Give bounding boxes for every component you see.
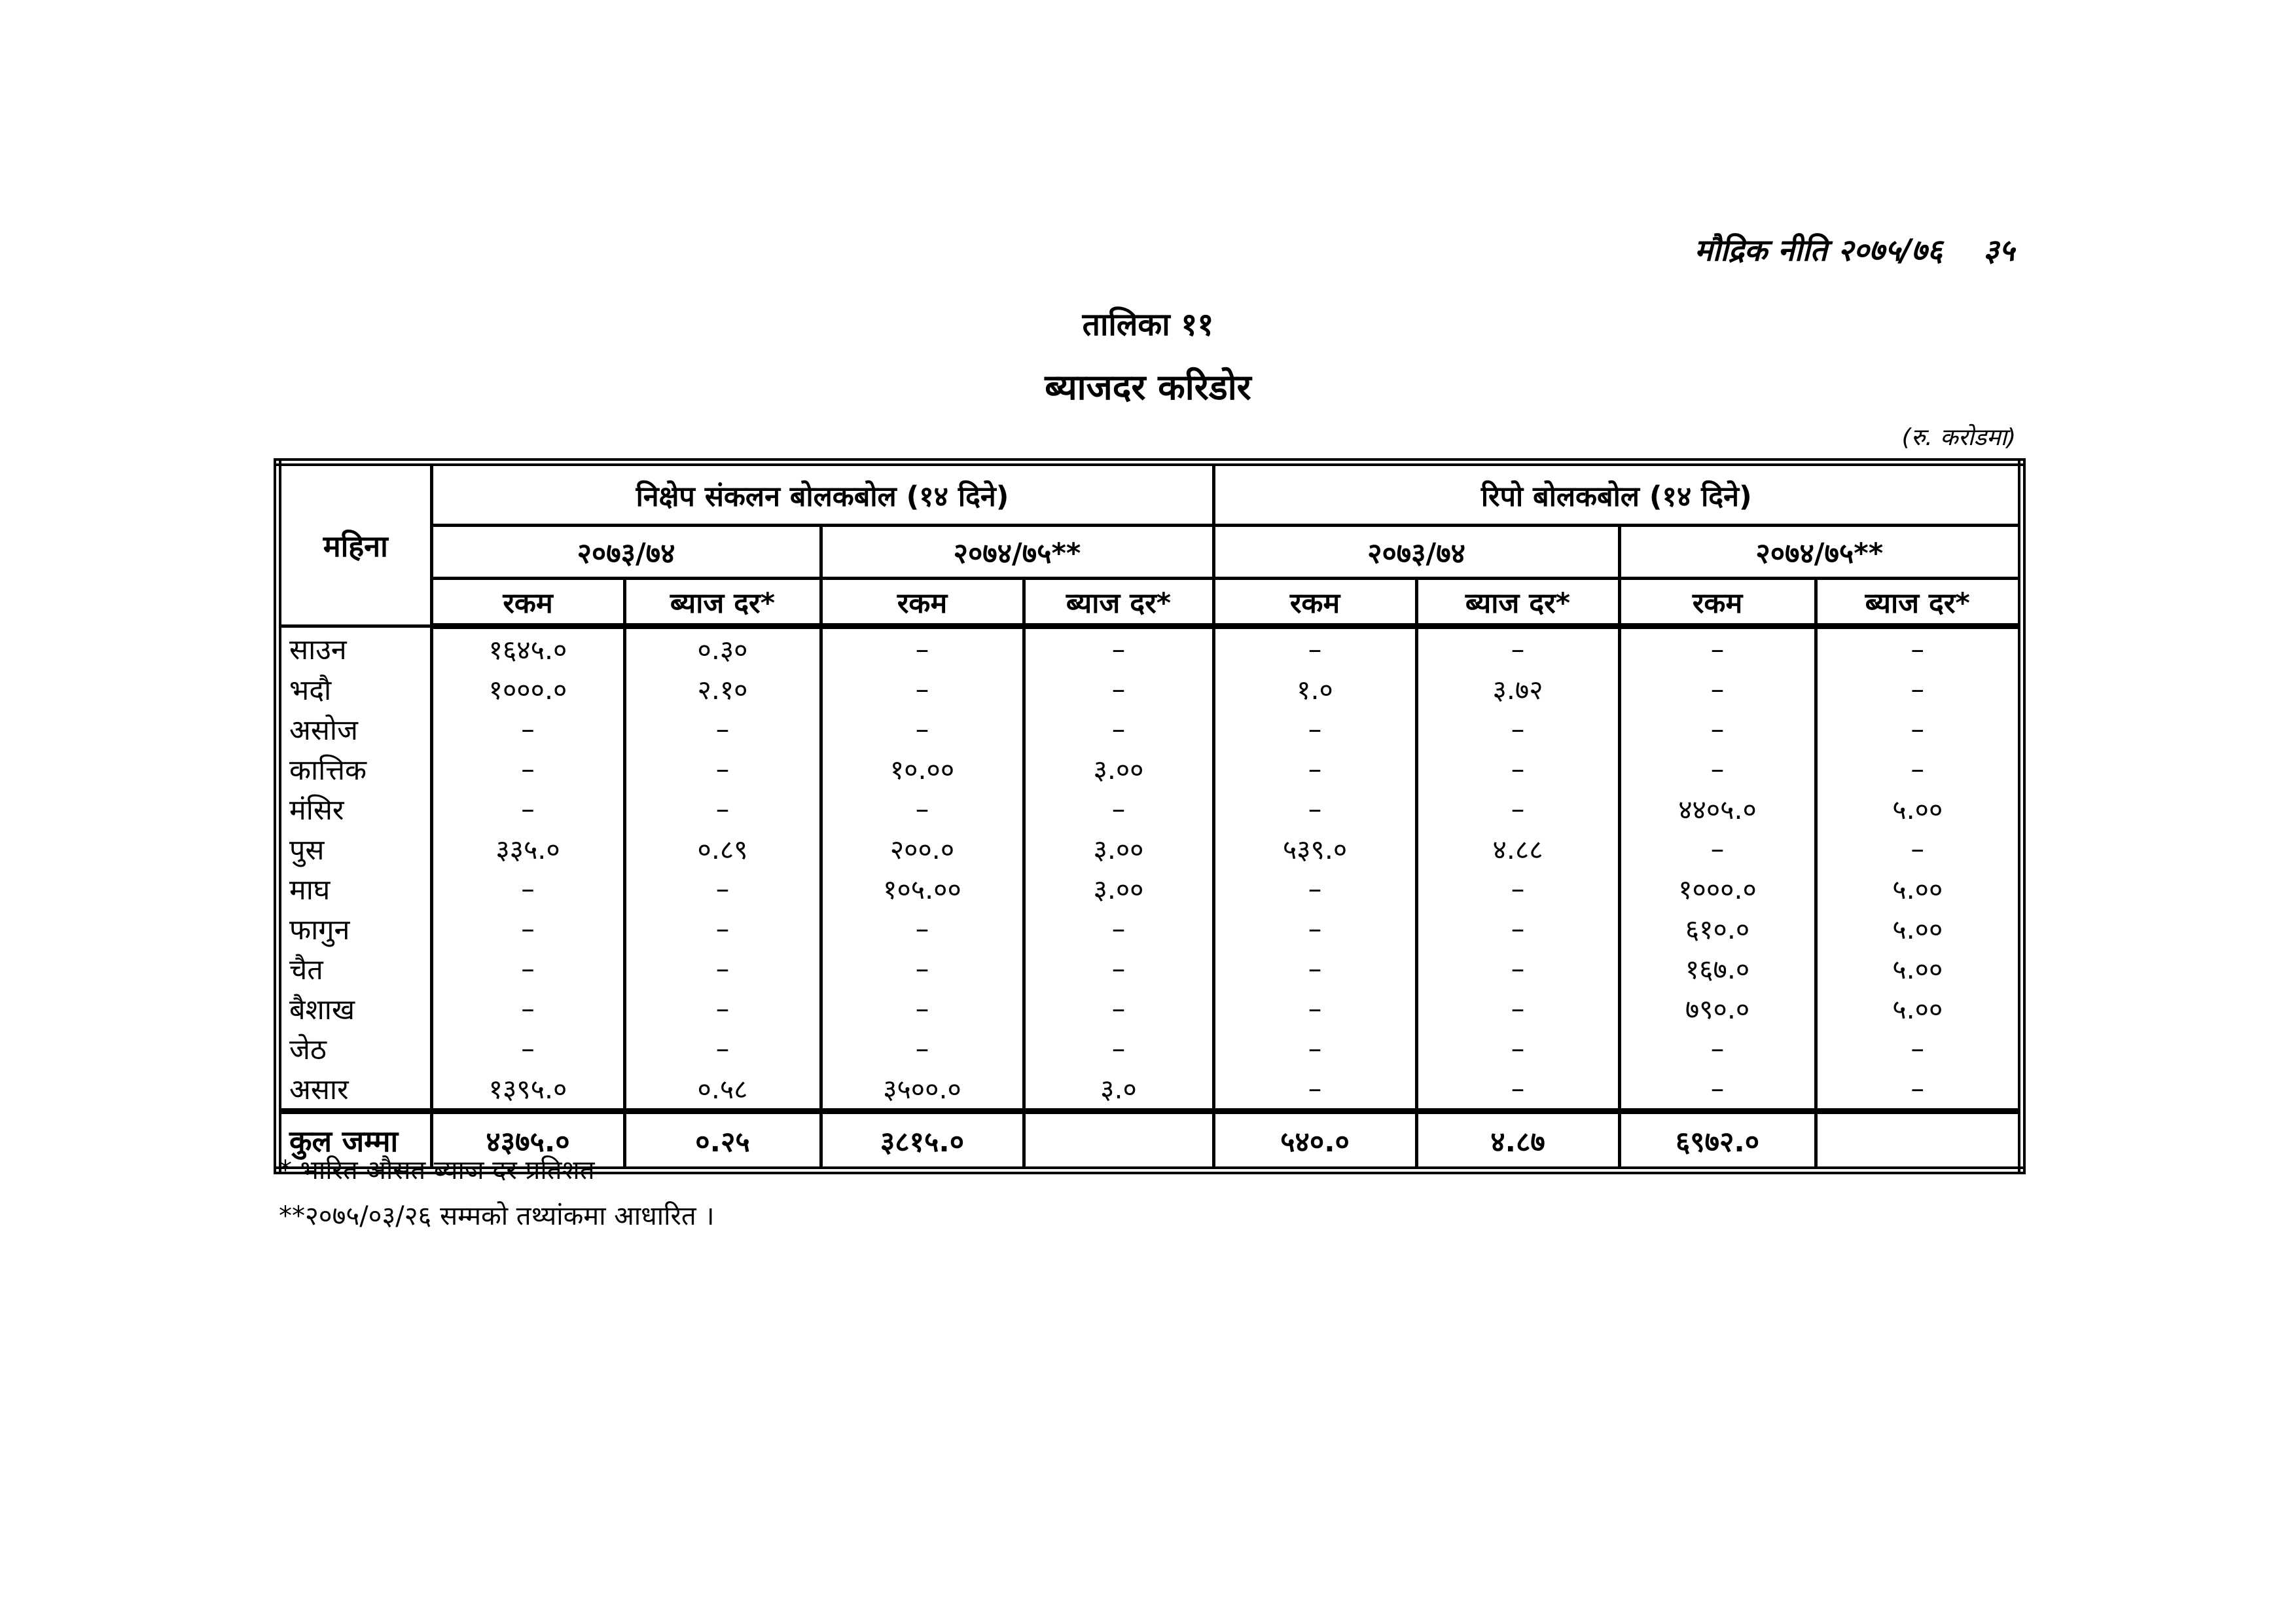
month-cell: असार — [278, 1068, 431, 1111]
table-row — [278, 709, 2022, 749]
value-cell: ३३५.० — [431, 829, 624, 869]
value-cell: – — [821, 948, 1024, 988]
sub-header-amount-1: रकम — [431, 579, 624, 626]
sub-header-rate-4: ब्याज दर* — [1816, 579, 2022, 626]
value-cell: ७९०.० — [1619, 988, 1816, 1028]
value-cell: – — [1416, 988, 1619, 1028]
group-header-deposit-collection: निक्षेप संकलन बोलकबोल (१४ दिने) — [431, 462, 1213, 526]
month-cell: बैशाख — [278, 988, 431, 1028]
sub-header-rate-2: ब्याज दर* — [1024, 579, 1213, 626]
value-cell: – — [1416, 869, 1619, 909]
table-row — [278, 948, 2022, 988]
value-cell: – — [1213, 749, 1416, 789]
month-cell: चैत — [278, 948, 431, 988]
total-value-cell: ५४०.० — [1213, 1111, 1416, 1171]
total-value-cell — [1024, 1111, 1213, 1171]
value-cell: – — [1213, 909, 1416, 948]
value-cell: १६४५.० — [431, 626, 624, 670]
value-cell: – — [1816, 1068, 2022, 1111]
value-cell: – — [1816, 829, 2022, 869]
month-column-header: महिना — [278, 462, 431, 626]
value-cell: २००.० — [821, 829, 1024, 869]
value-cell: ४.८८ — [1416, 829, 1619, 869]
value-cell: – — [1816, 626, 2022, 670]
value-cell: – — [1024, 1028, 1213, 1068]
table-row — [278, 829, 2022, 869]
value-cell: – — [1416, 789, 1619, 829]
value-cell: ३.०० — [1024, 829, 1213, 869]
value-cell: – — [1024, 709, 1213, 749]
unit-note: (रु. करोडमा) — [1901, 424, 2016, 451]
value-cell: – — [624, 909, 821, 948]
value-cell: ५.०० — [1816, 869, 2022, 909]
month-cell: माघ — [278, 869, 431, 909]
value-cell: – — [1416, 1068, 1619, 1111]
year-header-deposit-2073-74: २०७३/७४ — [431, 526, 821, 579]
month-cell: मंसिर — [278, 789, 431, 829]
value-cell: ५.०० — [1816, 988, 2022, 1028]
value-cell: – — [624, 709, 821, 749]
group-header-repo: रिपो बोलकबोल (१४ दिने) — [1213, 462, 2022, 526]
value-cell: १३९५.० — [431, 1068, 624, 1111]
value-cell: ३.७२ — [1416, 669, 1619, 709]
value-cell: – — [624, 789, 821, 829]
value-cell: – — [431, 1028, 624, 1068]
value-cell: – — [431, 789, 624, 829]
value-cell: – — [1619, 749, 1816, 789]
page-number: ३५ — [1983, 232, 2015, 268]
table-row — [278, 789, 2022, 829]
total-label: कुल जम्मा — [278, 1111, 431, 1171]
value-cell: ३.० — [1024, 1068, 1213, 1111]
value-cell: – — [1416, 709, 1619, 749]
value-cell: – — [624, 988, 821, 1028]
value-cell: – — [624, 948, 821, 988]
value-cell: – — [1024, 789, 1213, 829]
value-cell: – — [821, 988, 1024, 1028]
value-cell: – — [624, 1028, 821, 1068]
value-cell: – — [1024, 909, 1213, 948]
month-cell: फागुन — [278, 909, 431, 948]
value-cell: ५३९.० — [1213, 829, 1416, 869]
value-cell: – — [431, 709, 624, 749]
value-cell: ५.०० — [1816, 789, 2022, 829]
value-cell: – — [1619, 669, 1816, 709]
value-cell: – — [821, 1028, 1024, 1068]
value-cell: – — [821, 789, 1024, 829]
value-cell: – — [1213, 626, 1416, 670]
value-cell: – — [624, 749, 821, 789]
value-cell: १०५.०० — [821, 869, 1024, 909]
value-cell: – — [1416, 909, 1619, 948]
page-header — [1695, 229, 2015, 270]
footnote-data-cutoff: **२०७५/०३/२६ सम्मको तथ्यांकमा आधारित । — [279, 1201, 715, 1231]
month-cell: साउन — [278, 626, 431, 670]
table-body — [278, 626, 2022, 1171]
value-cell: – — [821, 909, 1024, 948]
value-cell: – — [821, 626, 1024, 670]
page-header-text: मौद्रिक नीति २०७५/७६ — [1695, 232, 1943, 268]
value-cell: – — [1213, 988, 1416, 1028]
year-header-repo-2073-74: २०७३/७४ — [1213, 526, 1619, 579]
table-row — [278, 749, 2022, 789]
sub-header-amount-2: रकम — [821, 579, 1024, 626]
total-value-cell — [1816, 1111, 2022, 1171]
table-row — [278, 909, 2022, 948]
sub-header-rate-3: ब्याज दर* — [1416, 579, 1619, 626]
value-cell: १.० — [1213, 669, 1416, 709]
value-cell: २.१० — [624, 669, 821, 709]
total-value-cell: ४.८७ — [1416, 1111, 1619, 1171]
month-cell: पुस — [278, 829, 431, 869]
value-cell: ६१०.० — [1619, 909, 1816, 948]
table-caption-title: ब्याजदर करिडोर — [1045, 367, 1251, 408]
value-cell: ४४०५.० — [1619, 789, 1816, 829]
table-row — [278, 669, 2022, 709]
value-cell: ३५००.० — [821, 1068, 1024, 1111]
month-cell: कात्तिक — [278, 749, 431, 789]
value-cell: – — [1619, 1068, 1816, 1111]
value-cell: – — [1619, 1028, 1816, 1068]
total-value-cell: ६९७२.० — [1619, 1111, 1816, 1171]
value-cell: – — [1416, 626, 1619, 670]
value-cell: – — [1816, 749, 2022, 789]
value-cell: – — [431, 948, 624, 988]
value-cell: – — [1619, 626, 1816, 670]
month-cell: भदौ — [278, 669, 431, 709]
table-row — [278, 626, 2022, 670]
month-cell: असोज — [278, 709, 431, 749]
value-cell: ५.०० — [1816, 909, 2022, 948]
value-cell: १०००.० — [1619, 869, 1816, 909]
value-cell: – — [1024, 988, 1213, 1028]
total-value-cell: ३८१५.० — [821, 1111, 1024, 1171]
value-cell: – — [1213, 789, 1416, 829]
value-cell: – — [1816, 1028, 2022, 1068]
value-cell: – — [1213, 709, 1416, 749]
value-cell: – — [1024, 626, 1213, 670]
year-header-deposit-2074-75: २०७४/७५** — [821, 526, 1213, 579]
total-value-cell: ४३७५.० — [431, 1111, 624, 1171]
value-cell: – — [1024, 948, 1213, 988]
table-row — [278, 1068, 2022, 1111]
value-cell: १०००.० — [431, 669, 624, 709]
table-row — [278, 988, 2022, 1028]
value-cell: – — [1416, 948, 1619, 988]
interest-rate-corridor-table — [274, 458, 2026, 1174]
table-row — [278, 869, 2022, 909]
sub-header-amount-4: रकम — [1619, 579, 1816, 626]
value-cell: – — [624, 869, 821, 909]
value-cell: १६७.० — [1619, 948, 1816, 988]
value-cell: ०.३० — [624, 626, 821, 670]
value-cell: – — [1416, 1028, 1619, 1068]
footnote-weighted-average: * भारित औसत ब्याज दर प्रतिशत — [279, 1155, 595, 1185]
value-cell: – — [1213, 869, 1416, 909]
table-caption-number: तालिका ११ — [1082, 306, 1214, 343]
value-cell: ३.०० — [1024, 749, 1213, 789]
value-cell: ०.८९ — [624, 829, 821, 869]
value-cell: – — [1024, 669, 1213, 709]
value-cell: १०.०० — [821, 749, 1024, 789]
sub-header-amount-3: रकम — [1213, 579, 1416, 626]
table-row — [278, 1028, 2022, 1068]
value-cell: ३.०० — [1024, 869, 1213, 909]
value-cell: – — [1619, 709, 1816, 749]
value-cell: – — [431, 869, 624, 909]
value-cell: ०.५८ — [624, 1068, 821, 1111]
value-cell: – — [1816, 669, 2022, 709]
value-cell: – — [821, 709, 1024, 749]
year-header-repo-2074-75: २०७४/७५** — [1619, 526, 2022, 579]
value-cell: – — [1416, 749, 1619, 789]
total-value-cell: ०.२५ — [624, 1111, 821, 1171]
value-cell: – — [1213, 1068, 1416, 1111]
value-cell: – — [1619, 829, 1816, 869]
value-cell: – — [1213, 948, 1416, 988]
value-cell: – — [821, 669, 1024, 709]
sub-header-rate-1: ब्याज दर* — [624, 579, 821, 626]
value-cell: – — [431, 909, 624, 948]
month-cell: जेठ — [278, 1028, 431, 1068]
value-cell: ५.०० — [1816, 948, 2022, 988]
value-cell: – — [431, 749, 624, 789]
value-cell: – — [1213, 1028, 1416, 1068]
value-cell: – — [431, 988, 624, 1028]
value-cell: – — [1816, 709, 2022, 749]
